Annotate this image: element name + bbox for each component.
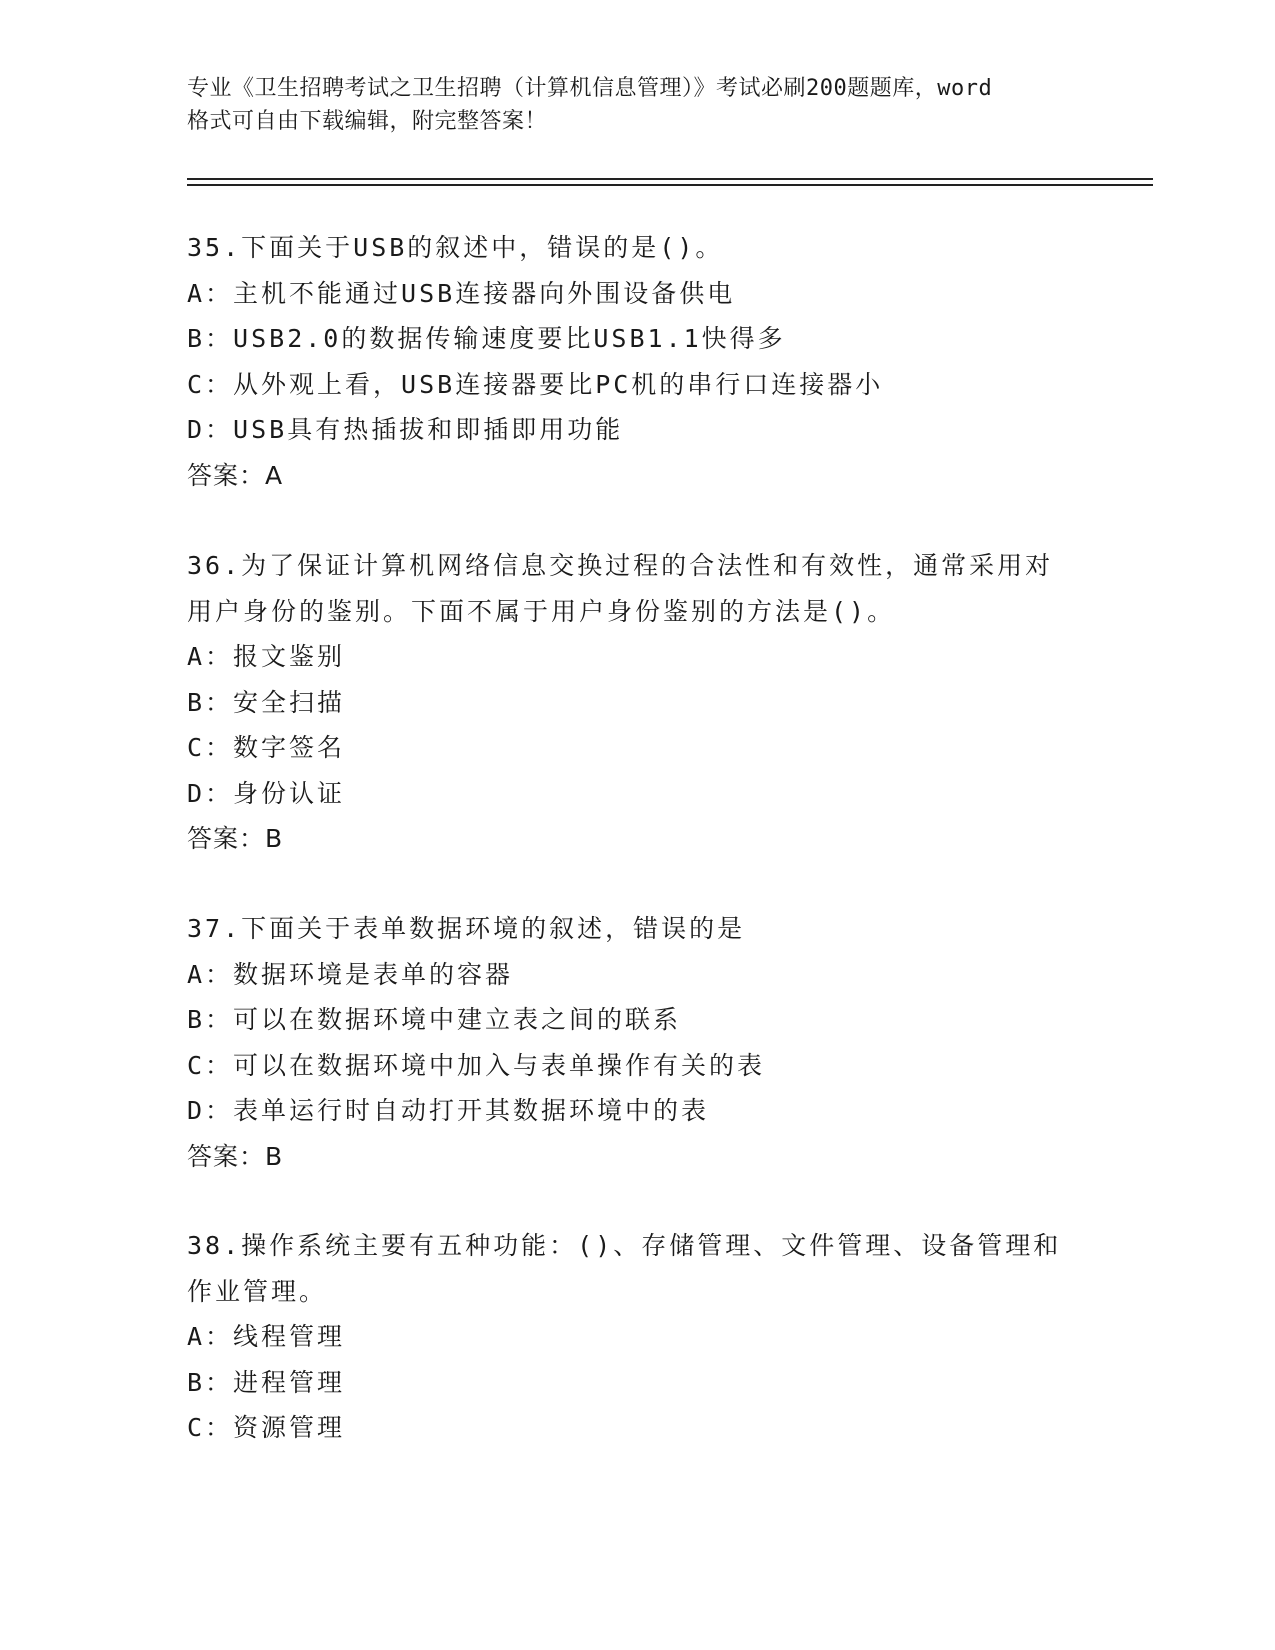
option-d: D：表单运行时自动打开其数据环境中的表	[187, 1096, 710, 1125]
option-a: A：主机不能通过USB连接器向外围设备供电	[187, 278, 736, 308]
question-stem-cont: 作业管理。	[187, 1276, 328, 1306]
document-header	[187, 72, 1087, 138]
option-a: A：报文鉴别	[187, 642, 346, 671]
question-stem: 36.为了保证计算机网络信息交换过程的合法性和有效性，通常采用对	[187, 551, 1054, 580]
question-stem: 35.下面关于USB的叙述中，错误的是()。	[187, 233, 724, 262]
option-c: C：可以在数据环境中加入与表单操作有关的表	[187, 1050, 766, 1080]
answer: 答案：B	[187, 824, 284, 853]
option-a: A：数据环境是表单的容器	[187, 959, 514, 989]
option-c: C：资源管理	[187, 1413, 346, 1442]
option-b: B：USB2.0的数据传输速度要比USB1.1快得多	[187, 324, 786, 353]
option-a: A：线程管理	[187, 1322, 346, 1351]
option-b: B：安全扫描	[187, 687, 346, 717]
question-37	[187, 906, 1087, 1179]
question-stem: 38.操作系统主要有五种功能：()、存储管理、文件管理、设备管理和	[187, 1231, 1062, 1260]
question-stem-cont: 用户身份的鉴别。下面不属于用户身份鉴别的方法是()。	[187, 596, 896, 626]
question-36	[187, 543, 1087, 862]
question-38	[187, 1223, 1087, 1451]
option-c: C：数字签名	[187, 733, 346, 762]
option-d: D：身份认证	[187, 778, 346, 808]
answer: 答案：A	[187, 460, 284, 490]
question-35	[187, 225, 1087, 498]
answer: 答案：B	[187, 1141, 284, 1171]
option-b: B：进程管理	[187, 1367, 346, 1397]
header-divider-top	[187, 178, 1153, 180]
option-d: D：USB具有热插拔和即插即用功能	[187, 415, 624, 444]
option-c: C：从外观上看，USB连接器要比PC机的串行口连接器小	[187, 369, 884, 399]
question-stem: 37.下面关于表单数据环境的叙述，错误的是	[187, 914, 746, 943]
header-divider-bottom	[187, 184, 1153, 186]
header-line-1: 专业《卫生招聘考试之卫生招聘（计算机信息管理）》考试必刷200题题库，word	[187, 76, 993, 101]
option-b: B：可以在数据环境中建立表之间的联系	[187, 1005, 682, 1034]
header-line-2: 格式可自由下载编辑，附完整答案！	[187, 109, 548, 134]
